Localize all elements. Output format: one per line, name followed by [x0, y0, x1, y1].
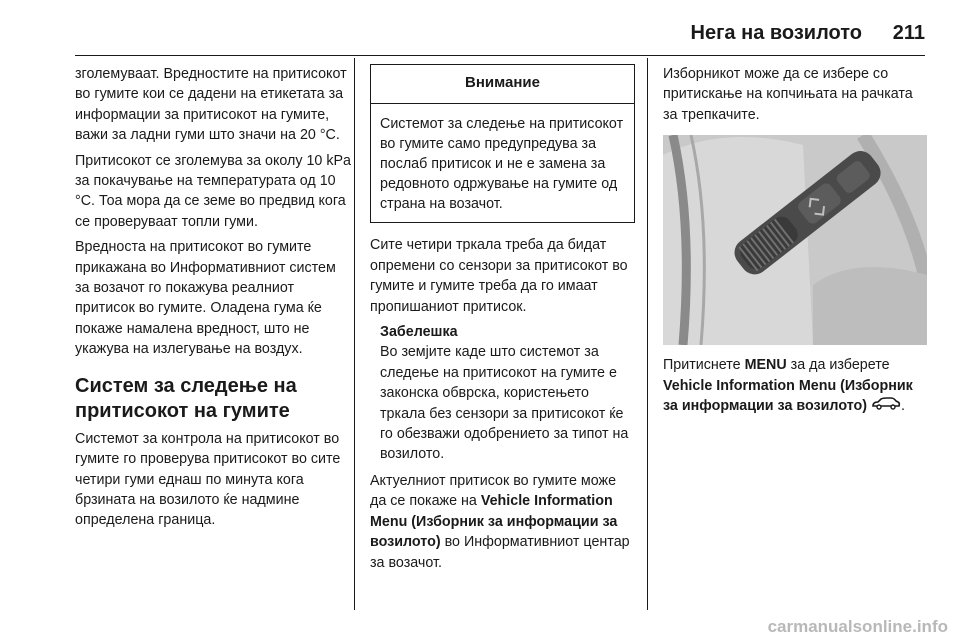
column-middle	[370, 64, 635, 578]
note-body: Во земјите каде што системот за следење на притисокот на гумите е законска обврска, користењето тркала без сензори за притисокот ќе го обезважи одобрението за типот на возилото.	[380, 344, 629, 463]
page-number: 211	[892, 22, 925, 44]
warning-body: Системот за следење на притисокот во гумите само предупредува за послаб притисок и не е замена за редовното одржување на гумите од страна на возачот.	[380, 116, 624, 213]
menu-button-label: MENU	[744, 357, 787, 374]
note	[370, 322, 635, 465]
paragraph: зголемуваат. Вредностите на притисокот во гумите кои се дадени на етикетата за информации за притисокот на гумите, важи за ладни гуми што значи на 20 °C.	[75, 66, 347, 144]
paragraph: Вредноста на притисокот во гумите прикажана во Информативниот систем за возачот го покажува реалниот притисок во гумите. Оладена гума ќе покаже намалена вредност, што не укажува на излегување на воздух.	[75, 239, 336, 358]
note-label: Забелешка	[380, 324, 458, 341]
text: во Информативниот центар за возачот.	[370, 534, 630, 571]
watermark: carmanualsonline.info	[767, 617, 948, 636]
paragraph	[663, 355, 927, 416]
column-left	[75, 64, 351, 536]
paragraph: Системот за контрола на притисокот во гумите го проверува притисокот во сите четири гуми еднаш по минута кога брзината на возилото ќе надмине определена граница.	[75, 430, 341, 529]
warning-title: Внимание	[371, 65, 634, 104]
text: .	[901, 398, 905, 415]
paragraph: Изборникот може да се избере со притискање на копчињата на рачката за трепкачите.	[663, 66, 913, 123]
text: за да изберете	[786, 357, 890, 374]
car-icon	[871, 396, 901, 416]
menu-name: Vehicle Information Menu (Изборник за информации за возилото)	[370, 493, 618, 551]
turn-signal-lever-illustration	[663, 135, 927, 345]
page-header-title: Нега на возилото	[690, 22, 862, 44]
lever-illustration-svg	[663, 135, 927, 345]
column-right	[663, 64, 927, 421]
menu-name: Vehicle Information Menu (Изборник за информации за возилото)	[663, 377, 913, 415]
text: Притиснете	[663, 357, 745, 374]
paragraph: Притисокот се зголемува за околу 10 kPa за покачување на температурата од 10 °C. Тоа мора да се земе во предвид кога се проверуваат топли гуми.	[75, 152, 351, 230]
column-divider	[354, 58, 355, 610]
warning-box	[370, 64, 635, 223]
section-heading: Систем за следење на притисокот на гумите	[75, 374, 297, 422]
paragraph: Сите четири тркала треба да бидат опремени со сензори за притисокот во гумите и гумите треба да го имаат пропишаниот притисок.	[370, 237, 628, 315]
header-rule	[75, 55, 925, 56]
text: Актуелниот притисок во гумите може да се покаже на	[370, 472, 617, 510]
column-divider	[647, 58, 648, 610]
paragraph	[370, 471, 635, 573]
